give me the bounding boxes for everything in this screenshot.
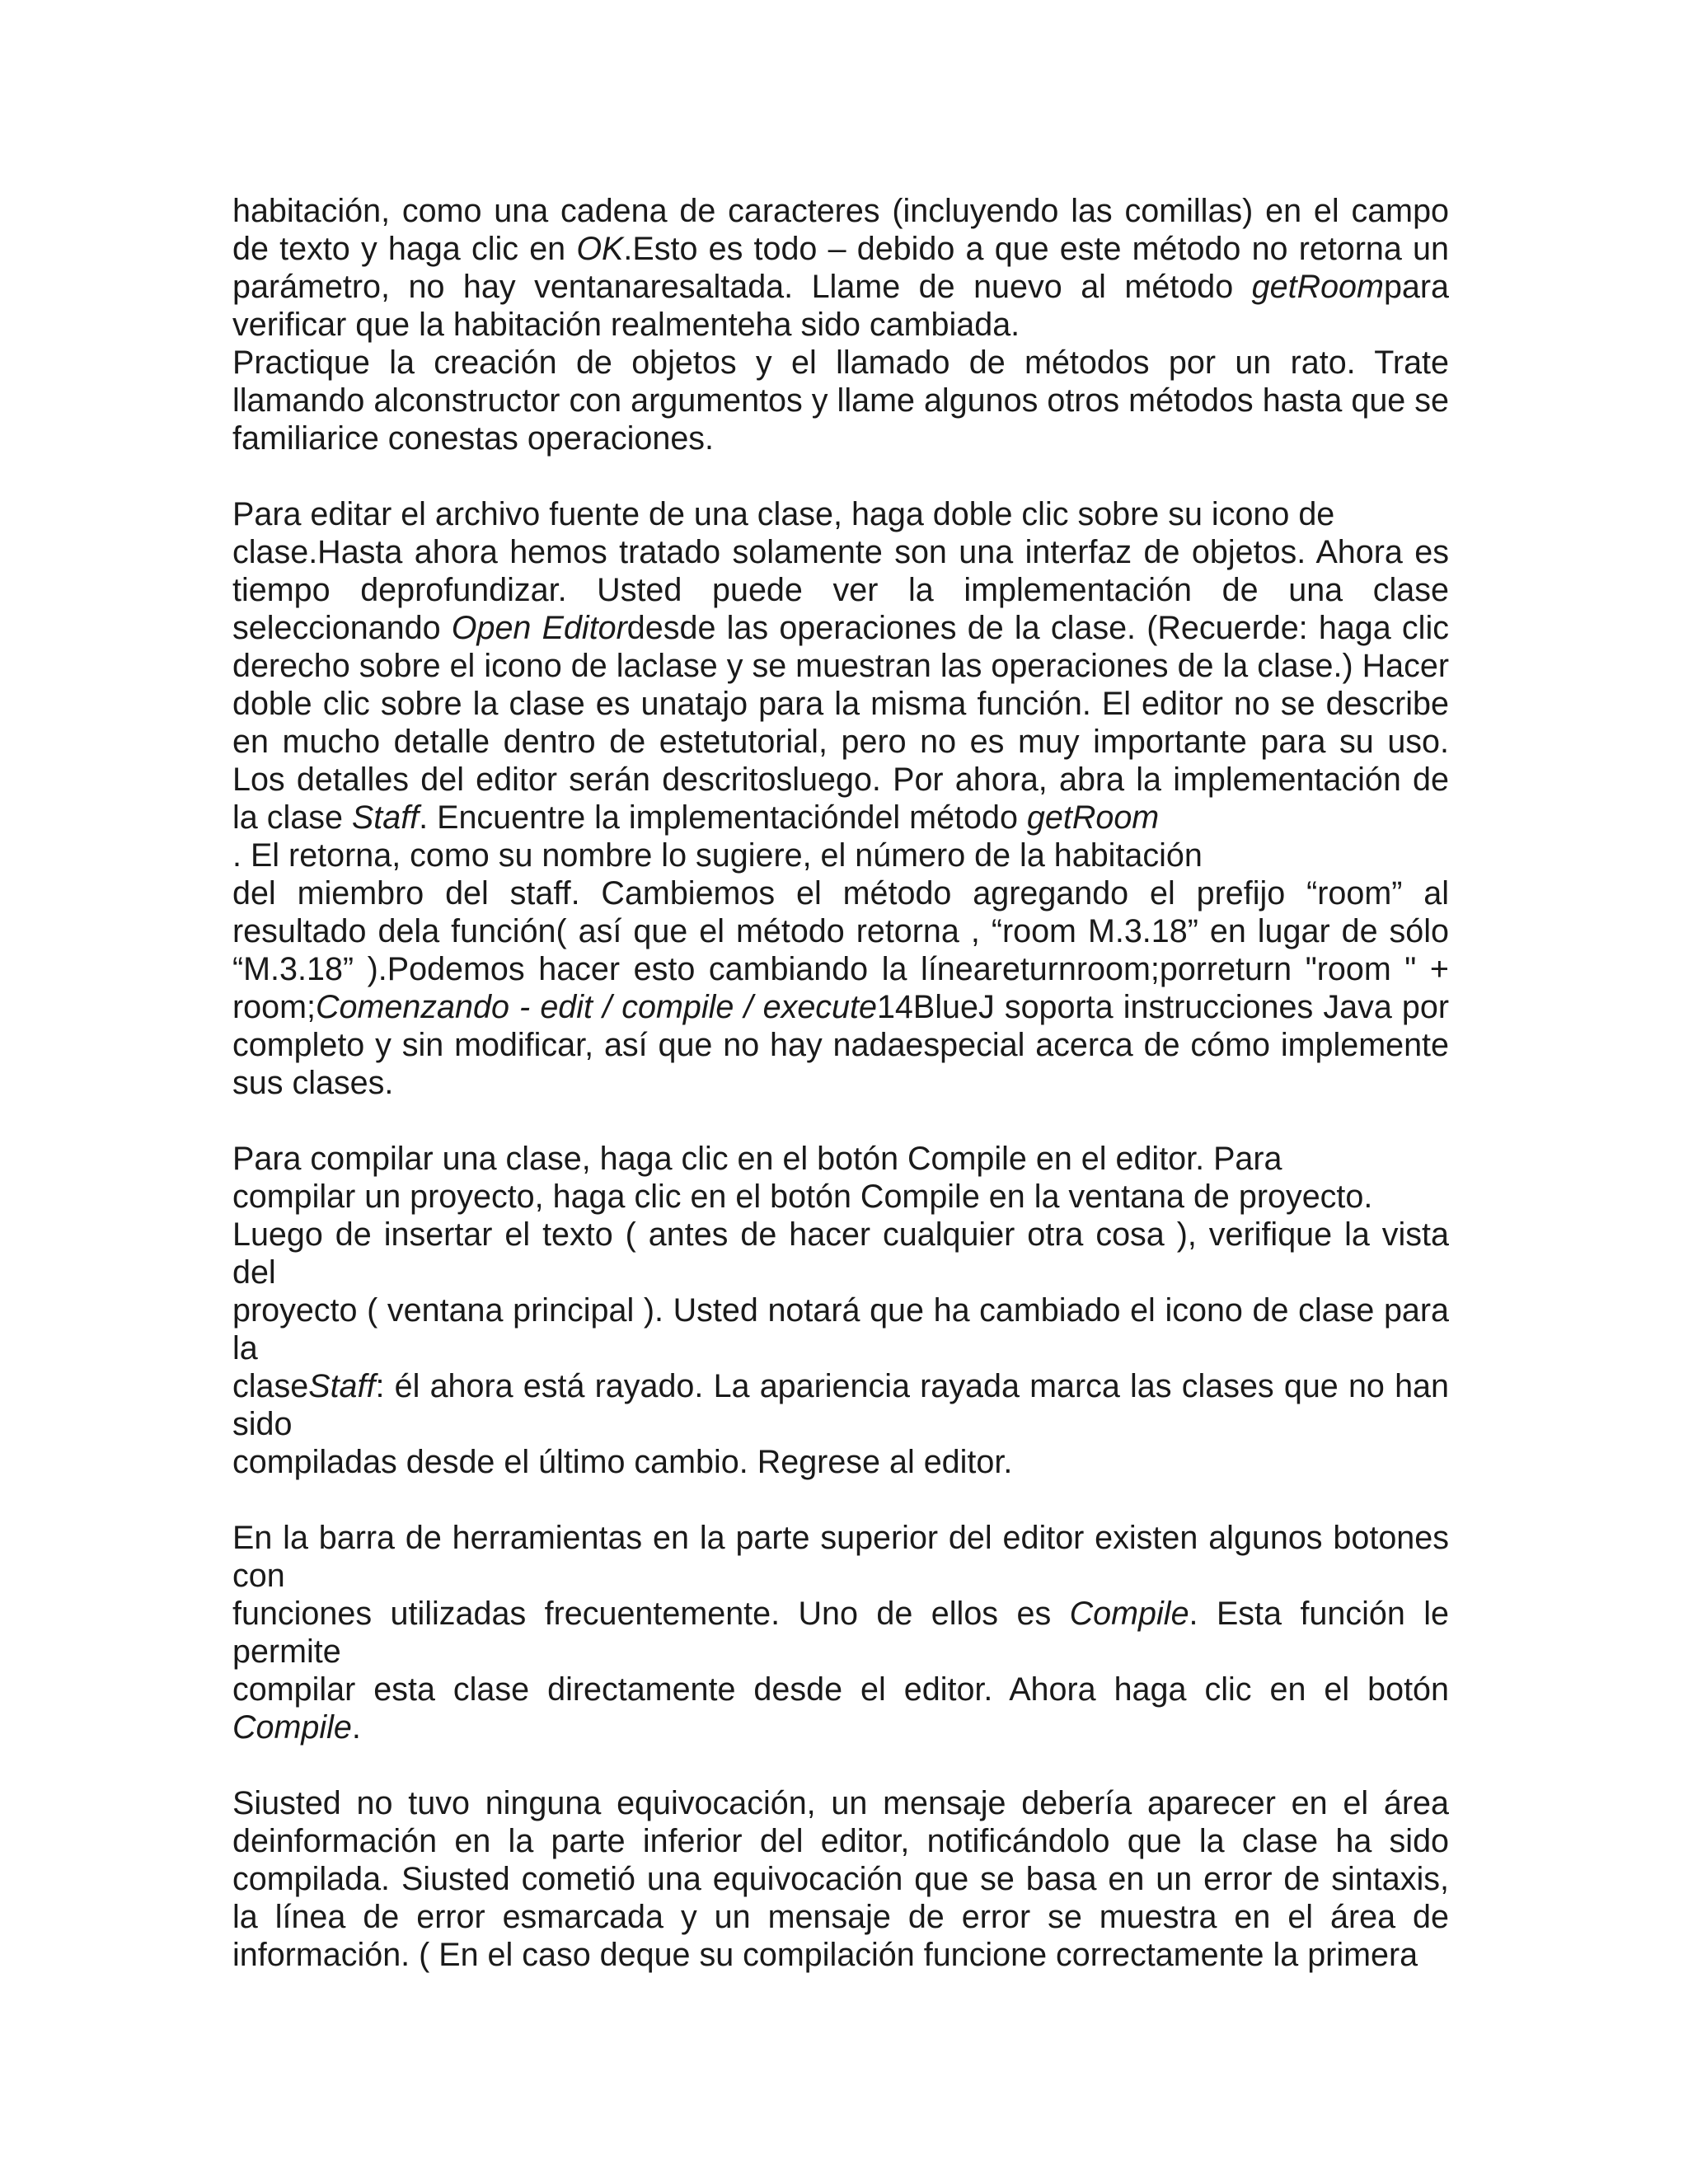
text-run: . Esta función le permite xyxy=(232,1596,1449,1670)
text-run: Practique la creación de objetos y el llamado de métodos por un rato. Trate llamando alconstructor con argumentos y llame algunos otros métodos hasta que se familiarice conestas operaciones. xyxy=(232,344,1449,457)
text-run: . El retorna, como su nombre lo sugiere, el número de la habitación xyxy=(232,837,1203,874)
italic-term-open-editor: Open Editor xyxy=(451,610,627,646)
text-run: . Encuentre la implementacióndel método xyxy=(419,799,1027,836)
paragraph-toolbar xyxy=(232,1519,1449,1746)
italic-term-compile: Compile xyxy=(232,1709,352,1746)
text-run: clase xyxy=(232,1368,309,1404)
text-line: proyecto ( ventana principal ). Usted notará que ha cambiado el icono de clase para la xyxy=(232,1292,1449,1366)
text-run: .Esto es todo – debido a que este método no retorna un parámetro, no hay ventanaresaltada. Llame de nuevo al método xyxy=(232,231,1449,305)
text-run: : él ahora está rayado. La apariencia rayada marca las clases que no han sido xyxy=(232,1368,1449,1442)
italic-term-staff: Staff xyxy=(351,799,420,836)
text-run: habitación, como una cadena de caracteres (incluyendo las comillas) en el campo de texto y haga clic en xyxy=(232,193,1449,267)
italic-term-compile: Compile xyxy=(1069,1596,1189,1632)
paragraph-setroom-result xyxy=(232,192,1449,344)
italic-term-getroom: getRoom xyxy=(1251,269,1384,305)
italic-term-ok: OK xyxy=(576,231,624,267)
paragraph-compile-result xyxy=(232,1784,1449,1974)
text-run: clase.Hasta ahora hemos tratado solamente son una interfaz de objetos. Ahora es tiempo deprofundizar. Usted puede ver la implementación de una clase seleccionando xyxy=(232,534,1449,646)
text-line: Luego de insertar el texto ( antes de hacer cualquier otra cosa ), verifique la vista del xyxy=(232,1216,1449,1291)
text-run: funciones utilizadas frecuentemente. Uno de ellos es xyxy=(232,1596,1070,1632)
text-run: . xyxy=(351,1709,361,1746)
text-line: Para editar el archivo fuente de una clase, haga doble clic sobre su icono de xyxy=(232,496,1335,532)
paragraph-practice xyxy=(232,344,1449,457)
text-run: para verificar que la habitación realmenteha sido cambiada. xyxy=(232,269,1449,343)
italic-term-staff: Staff xyxy=(308,1368,376,1404)
text-line xyxy=(232,1671,1449,1746)
text-line xyxy=(232,1595,1449,1671)
document-page xyxy=(232,192,1449,1974)
text-line: En la barra de herramientas en la parte superior del editor existen algunos botones con xyxy=(232,1520,1449,1594)
text-run: compilar esta clase directamente desde el editor. Ahora haga clic en el botón xyxy=(232,1671,1449,1708)
text-line xyxy=(232,1367,1449,1443)
text-line: compiladas desde el último cambio. Regrese al editor. xyxy=(232,1444,1013,1480)
text-run: Siusted no tuvo ninguna equivocación, un mensaje debería aparecer en el área deinformación en la parte inferior del editor, notificándolo que la clase ha sido compilada. Siusted cometió una equivocación que se basa en un error de sintaxis, la línea de error esmarcada y un mensaje de error se muestra en el área de información. ( En el caso deque su compilación funcione correctamente la primera xyxy=(232,1785,1449,1973)
paragraph-compile-class xyxy=(232,1140,1449,1481)
text-run: 14BlueJ soporta instrucciones Java por completo y sin modificar, así que no hay nadaespecial acerca de cómo implemente sus clases. xyxy=(232,989,1450,1101)
text-run: desde las operaciones de la clase. (Recuerde: haga clic derecho sobre el icono de laclase y se muestran las operaciones de la clase.) Hacer doble clic sobre la clase es unatajo para la misma función. El editor no se describe en mucho detalle dentro de estetutorial, pero no es muy importante para su uso. Los detalles del editor serán descritosluego. Por ahora, abra la implementación de la clase xyxy=(232,610,1449,836)
paragraph-edit-source xyxy=(232,495,1449,1102)
text-line: Para compilar una clase, haga clic en el botón Compile en el editor. Para xyxy=(232,1141,1282,1177)
italic-running-header: Comenzando - edit / compile / execute xyxy=(315,989,877,1025)
italic-term-getroom: getRoom xyxy=(1026,799,1160,836)
text-line: compilar un proyecto, haga clic en el botón Compile en la ventana de proyecto. xyxy=(232,1179,1373,1215)
text-run: del miembro del staff. Cambiemos el método agregando el prefijo “room” al resultado dela función( así que el método retorna , “room M.3.18” en lugar de sólo “M.3.18” ).Podemos hacer esto cambiando la líneareturnroom;porreturn "room " + room; xyxy=(232,875,1449,1025)
